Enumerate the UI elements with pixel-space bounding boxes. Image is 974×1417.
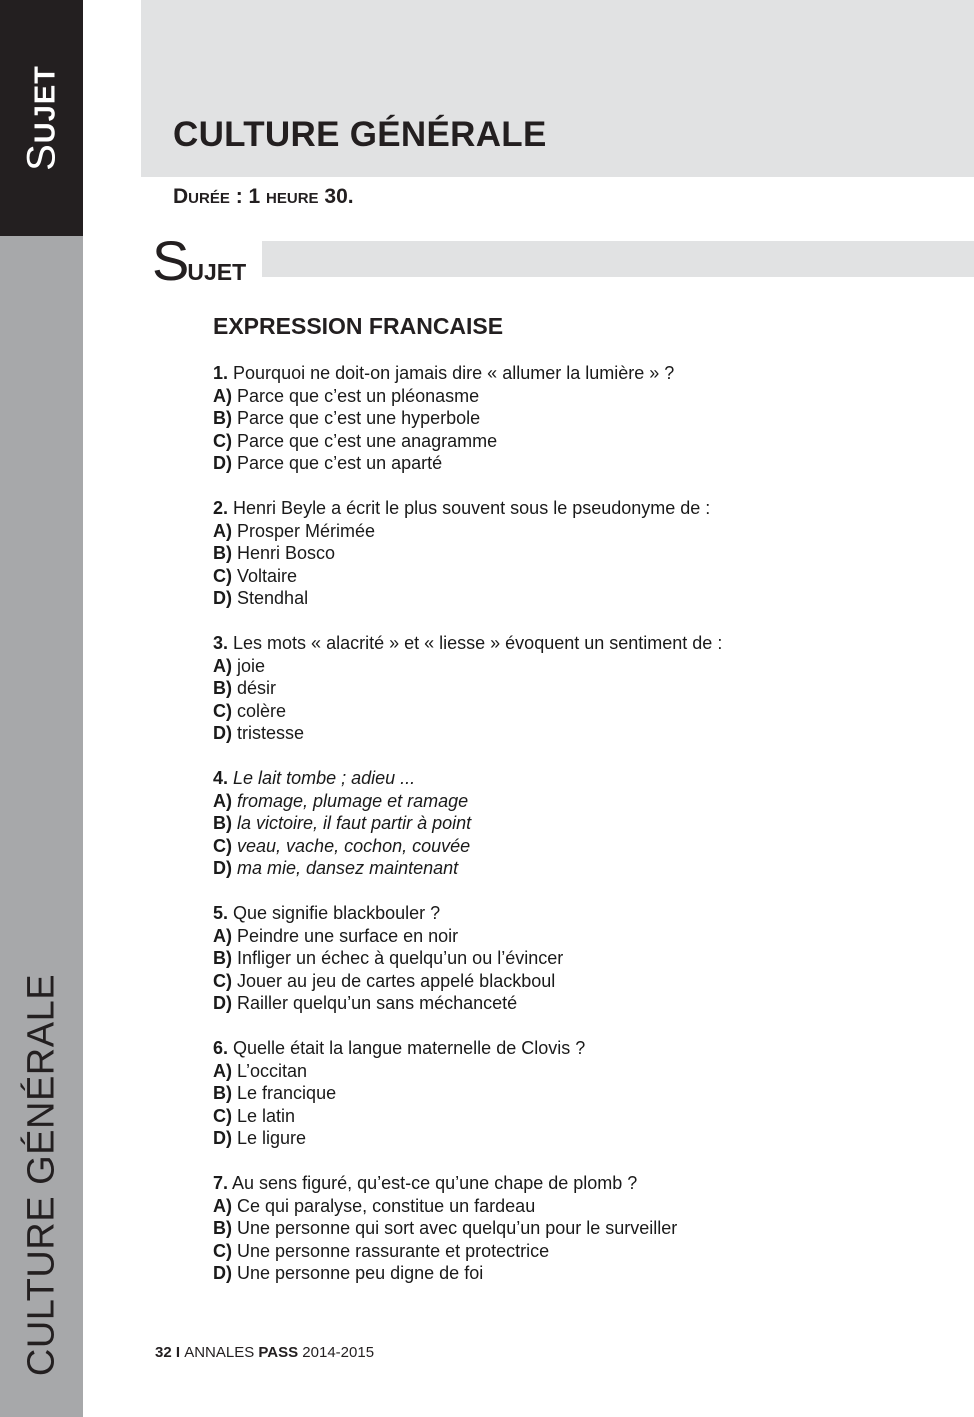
question-5 xyxy=(213,902,933,1015)
answer-c: C) Parce que c’est une anagramme xyxy=(213,430,498,451)
question-prompt: 1. Pourquoi ne doit-on jamais dire « allumer la lumière » ? xyxy=(213,363,675,383)
answer-a: A) Prosper Mérimée xyxy=(213,520,376,541)
answer-c: C) Le latin xyxy=(213,1105,296,1126)
question-prompt: 5. Que signifie blackbouler ? xyxy=(213,903,441,923)
sujet-heading: SUJET xyxy=(152,229,247,292)
question-prompt: 3. Les mots « alacrité » et « liesse » évoquent un sentiment de : xyxy=(213,633,723,653)
question-6 xyxy=(213,1037,933,1150)
answer-c: C) Une personne rassurante et protectrice xyxy=(213,1240,550,1261)
answer-b: B) Infliger un échec à quelqu’un ou l’évincer xyxy=(213,948,564,968)
question-2 xyxy=(213,497,933,610)
answer-b: B) Henri Bosco xyxy=(213,543,336,563)
answer-d: D) Une personne peu digne de foi xyxy=(213,1263,484,1283)
answer-d: D) Parce que c’est un aparté xyxy=(213,453,443,473)
answer-b: B) Parce que c’est une hyperbole xyxy=(213,408,481,428)
question-prompt: 2. Henri Beyle a écrit le plus souvent sous le pseudonyme de : xyxy=(213,498,711,518)
question-7 xyxy=(213,1172,933,1285)
answer-c: C) Voltaire xyxy=(213,565,298,586)
sidebar-culture-label: CULTURE GÉNÉRALE xyxy=(20,973,63,1377)
answer-c: C) colère xyxy=(213,700,287,721)
answer-a: A) Ce qui paralyse, constitue un fardeau xyxy=(213,1195,536,1216)
sidebar-sujet-label: SUJET xyxy=(19,65,64,171)
page-number: 32 xyxy=(155,1344,172,1361)
answer-d: D) tristesse xyxy=(213,723,305,743)
answer-a: A) Peindre une surface en noir xyxy=(213,925,459,946)
answer-a: A) joie xyxy=(213,655,266,676)
answer-a: A) fromage, plumage et ramage xyxy=(213,790,469,811)
duration-line: DURÉE : 1 HEURE 30. xyxy=(173,185,354,208)
question-prompt: 6. Quelle était la langue maternelle de Clovis ? xyxy=(213,1038,586,1058)
answer-a: A) Parce que c’est un pléonasme xyxy=(213,385,480,406)
answer-b: B) la victoire, il faut partir à point xyxy=(213,813,472,833)
answer-c: C) Jouer au jeu de cartes appelé blackboul xyxy=(213,970,556,991)
question-4 xyxy=(213,767,933,880)
answer-d: D) Stendhal xyxy=(213,588,309,608)
answer-b: B) désir xyxy=(213,678,277,698)
sujet-band xyxy=(262,241,974,277)
answer-d: D) ma mie, dansez maintenant xyxy=(213,858,459,878)
question-prompt: 7. Au sens figuré, qu’est-ce qu’une chape de plomb ? xyxy=(213,1173,638,1193)
answer-b: B) Une personne qui sort avec quelqu’un pour le surveiller xyxy=(213,1218,678,1238)
section-title: EXPRESSION FRANCAISE xyxy=(213,313,504,339)
answer-c: C) veau, vache, cochon, couvée xyxy=(213,835,471,856)
answer-a: A) L’occitan xyxy=(213,1060,308,1081)
question-3 xyxy=(213,632,933,745)
answer-b: B) Le francique xyxy=(213,1083,337,1103)
page-footer: 32 I ANNALES PASS 2014-2015 xyxy=(155,1344,375,1361)
answer-d: D) Le ligure xyxy=(213,1128,307,1148)
question-prompt: 4. Le lait tombe ; adieu ... xyxy=(213,768,416,788)
question-list xyxy=(213,362,933,1307)
question-1 xyxy=(213,362,933,475)
page-title: CULTURE GÉNÉRALE xyxy=(173,115,547,154)
answer-d: D) Railler quelqu’un sans méchanceté xyxy=(213,993,518,1013)
